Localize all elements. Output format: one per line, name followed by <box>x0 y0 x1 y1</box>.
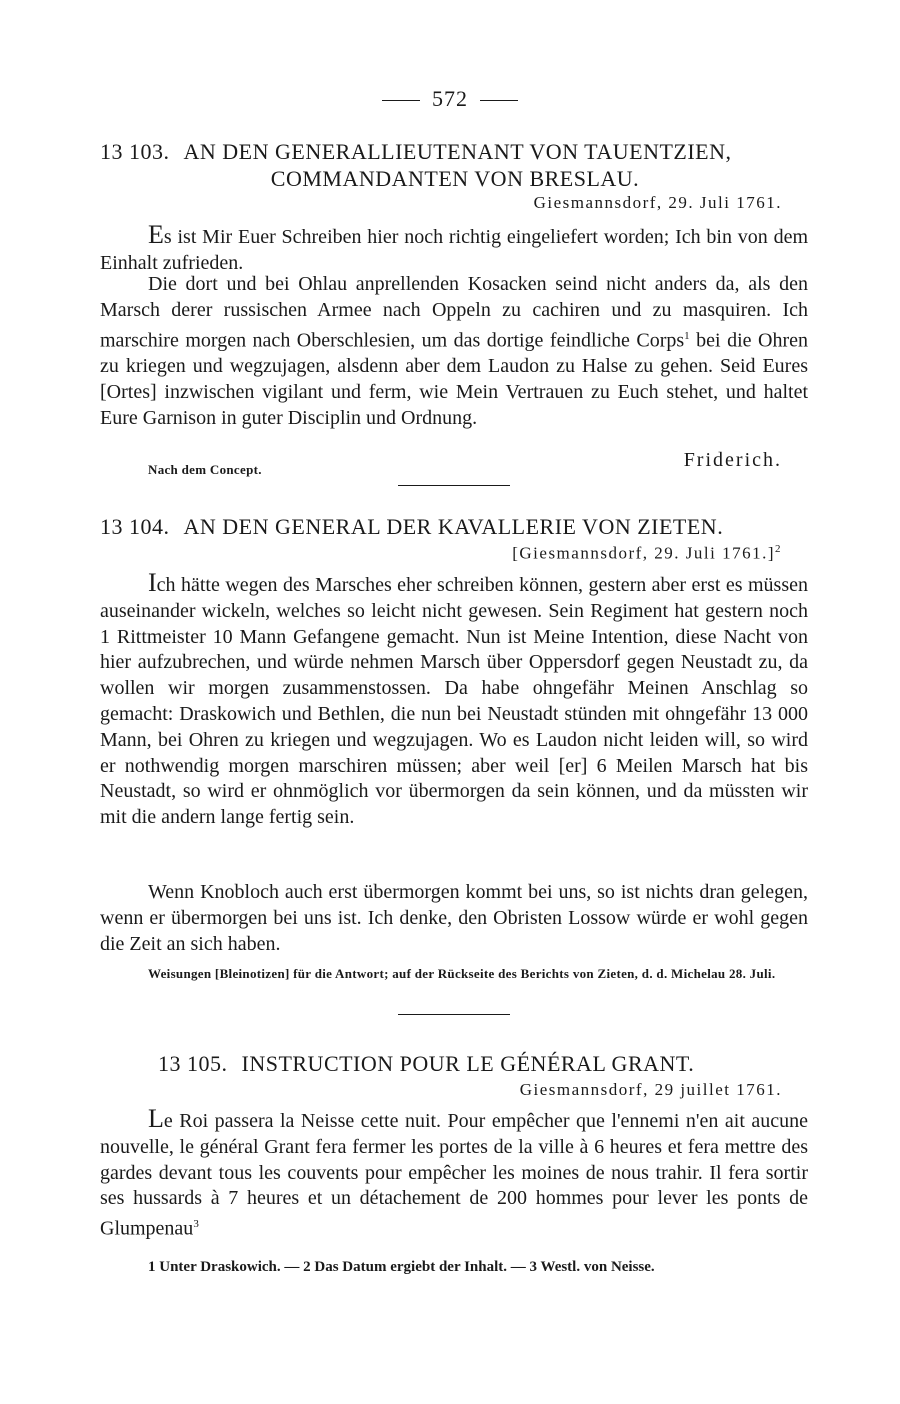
footnote-ref-3[interactable]: 3 <box>193 1218 199 1231</box>
paragraph-text: ch hätte wegen des Marsches eher schreiben können, gestern aber erst es müssen auseinander wickeln, welches so leicht nicht gewesen. Sein Regiment hat gestern noch 1 Rittmeister 10 Mann Gefangene gemacht. Nun ist Meine Intention, diese Nacht von hier aufzubrechen, und würde nehmen Marsch über Oppersdorf gegen Neustadt zu, da wollen wir morgen zusammenstossen. Da habe ohngefähr Meinen Anschlag so gemacht: Draskowich und Bethlen, die nun bei Neustadt stünden mit ohngefähr 13 000 Mann, bei Ohren zu kriegen und wegzujagen. Wo es Laudon nicht leiden will, so wird er nothwendig morgen marschiren müssen; aber weil [er] 6 Meilen Marsch hat bis Neustadt, so wird er ohnmöglich vor übermorgen da sein können, und da müssten wir mit die andern lange fertig sein. <box>100 574 808 829</box>
section-13104-paragraph-1 <box>100 570 808 831</box>
paragraph-text: e Roi passera la Neisse cette nuit. Pour empêcher que l'ennemi n'en ait aucune nouvelle, le général Grant fera fermer les portes de la ville à 6 heures et fera mettre des gardes devant tous les couvents pour empêcher les moines de nous trahir. Il fera sortir ses hussards à 7 heures et un détachement de 200 hommes pour lever les ponts de Glumpenau <box>100 1110 808 1240</box>
section-13103-dateline: Giesmannsdorf, 29. Juli 1761. <box>533 193 782 212</box>
dropcap: E <box>148 220 164 249</box>
section-13103-paragraph-2 <box>100 272 808 431</box>
section-13104-title-line1: AN DEN GENERAL DER KAVALLERIE VON ZIETEN. <box>183 514 724 539</box>
footnote-1-text: Unter Draskowich. <box>159 1259 281 1275</box>
footnote-1-mark: 1 <box>148 1259 156 1275</box>
section-13103-title-line1: AN DEN GENERALLIEUTENANT VON TAUENTZIEN, <box>183 139 732 164</box>
section-13104-heading <box>100 513 810 540</box>
paragraph-text-a: Die dort und bei Ohlau anprellenden Kosacken seind nicht anders da, als den Marsch derer russischen Armee nach Oppeln zu cachiren und zu masquiren. Ich marschire morgen nach Oberschlesien, um das dortige feindliche Corps <box>100 273 808 352</box>
section-13105-heading <box>158 1050 808 1077</box>
footnote-2-text: Das Datum ergiebt der Inhalt. <box>314 1259 508 1275</box>
footnote-2-mark: 2 <box>303 1259 311 1275</box>
section-13104-dateline <box>512 543 782 564</box>
section-13103-paragraph-1 <box>100 222 808 277</box>
footnote-ref-1[interactable]: 1 <box>684 329 690 342</box>
dropcap: I <box>148 568 157 597</box>
section-divider-1 <box>398 485 510 486</box>
footnote-3-mark: 3 <box>529 1259 538 1275</box>
section-13104-paragraph-2 <box>100 880 808 957</box>
footnote-separator: — <box>510 1259 526 1275</box>
paragraph-text: s ist Mir Euer Schreiben hier noch richtig eingeliefert worden; Ich bin von dem Einhalt zufrieden. <box>100 226 808 274</box>
section-13104-source-note: Weisungen [Bleinotizen] für die Antwort; auf der Rückseite des Berichts von Zieten, d. d. Michelau 28. Juli. <box>148 966 776 981</box>
section-13104-number: 13 104. <box>100 514 170 539</box>
footnotes <box>100 1256 808 1278</box>
section-13103-source-note: Nach dem Concept. <box>148 462 262 477</box>
section-13103-heading <box>100 138 810 192</box>
footnote-separator: — <box>284 1259 300 1275</box>
paragraph-text: Wenn Knobloch auch erst übermorgen kommt bei uns, so ist nichts dran gelegen, wenn er übermorgen bei uns ist. Ich denke, den Obristen Lossow würde er wohl gegen die Zeit an sich haben. <box>100 881 808 955</box>
dropcap: L <box>148 1104 164 1133</box>
page-number <box>0 86 900 112</box>
section-13105-paragraph-1 <box>100 1106 808 1243</box>
section-13105-number: 13 105. <box>158 1051 228 1076</box>
section-13105-dateline: Giesmannsdorf, 29 juillet 1761. <box>519 1080 782 1099</box>
paragraph-text-b: bei die Ohren zu kriegen und wegzujagen, alsdenn aber dem Laudon zu Halse zu gehen. Seid Eures [Ortes] inzwischen vigilant und ferm, wie Mein Vertrauen zu Euch stehet, und haltet Eure Garnison in guter Disciplin und Ordnung. <box>100 329 808 429</box>
section-13103-signature: Friderich. <box>683 449 782 471</box>
section-13103-number: 13 103. <box>100 139 170 164</box>
page-number-text: 572 <box>432 86 468 111</box>
section-13105-title-line1: INSTRUCTION POUR LE GÉNÉRAL GRANT. <box>241 1051 695 1076</box>
section-divider-2 <box>398 1014 510 1015</box>
footnote-3-text: Westl. von Neisse. <box>540 1259 655 1275</box>
dateline-text: [Giesmannsdorf, 29. Juli 1761.] <box>512 543 775 563</box>
footnote-ref-2[interactable]: 2 <box>775 543 782 555</box>
page-number-dash-right <box>480 100 518 101</box>
page-number-dash-left <box>382 100 420 101</box>
section-13103-title-line2: COMMANDANTEN VON BRESLAU. <box>270 166 640 191</box>
